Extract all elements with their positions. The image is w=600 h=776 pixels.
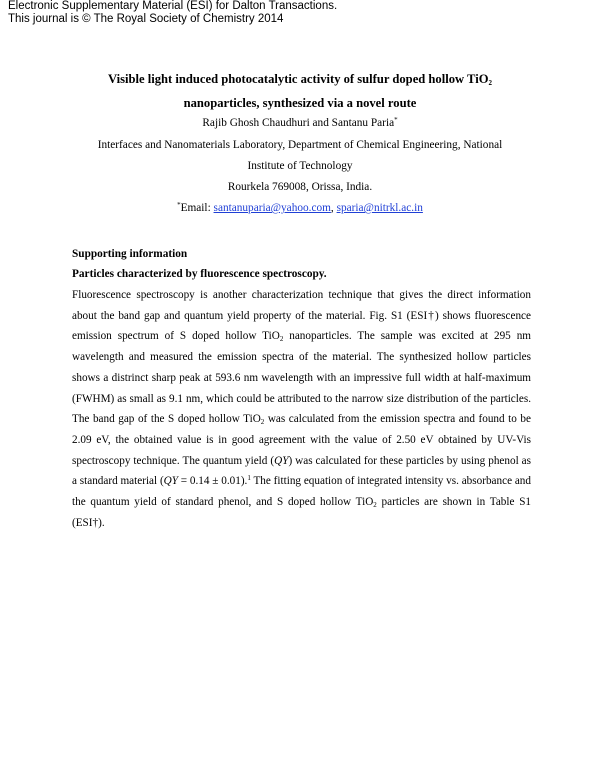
email-mark: * <box>177 201 181 209</box>
para-seg-1: Fluorescence spectroscopy is another characterization technique that gives the direct information about the band gap and quantum yield property of the material. Fig. S1 (ESI†) shows fluorescence emission spectrum of S doped hollow TiO <box>72 289 531 343</box>
para-seg-4: ) was calculated for these particles by using phenol as a standard material ( <box>72 454 531 488</box>
para-seg-7: particles are shown in Table S1 (ESI†). <box>72 496 532 529</box>
paper-title-line1 <box>70 67 530 91</box>
email-label: Email: <box>180 202 214 214</box>
affiliation-line2: Institute of Technology <box>247 160 353 172</box>
email-line <box>60 201 540 215</box>
corresponding-mark: * <box>394 116 398 124</box>
para-seg-2: nanoparticles. The sample was excited at 295 nm wavelength and measured the emission spectra of the material. The synthesized hollow particles shows a distrinct sharp peak at 593.6 nm wavelength with an impressive full width at half-maximum (FWHM) as small as 9.1 nm, which could be attributed to the narrow size distribution of the particles. The band gap of the S doped hollow TiO <box>72 330 531 426</box>
authors <box>60 116 540 130</box>
para-seg-6: The fitting equation of integrated intensity vs. absorbance and the quantum yield of standard phenol, and S doped hollow TiO <box>72 475 531 509</box>
para-seg-3: was calculated from the emission spectra and found to be 2.09 eV, the obtained value is in good agreement with the value of 2.50 eV obtained by UV-Vis spectroscopy technique. The quantum yield ( <box>72 413 531 467</box>
body-paragraph <box>72 285 531 533</box>
section-subheading: Particles characterized by fluorescence spectroscopy. <box>72 268 327 280</box>
email-link-yahoo[interactable]: santanuparia@yahoo.com <box>213 202 331 214</box>
email-link-nitrkl[interactable]: sparia@nitrkl.ac.in <box>336 202 423 214</box>
esi-header <box>8 0 337 25</box>
title-text: Visible light induced photocatalytic activity of sulfur doped hollow TiO <box>107 72 489 86</box>
paragraph-text <box>72 285 531 533</box>
title-subscript: 2 <box>488 79 493 87</box>
para-seg-5: = 0.14 ± 0.01). <box>177 475 248 488</box>
para-ref-1: 1 <box>247 474 251 483</box>
email-separator: , <box>330 202 337 214</box>
para-qy-2: QY <box>163 475 178 488</box>
esi-header-line2: This journal is © The Royal Society of Chemistry 2014 <box>8 12 284 25</box>
section-heading: Supporting information <box>72 248 188 260</box>
para-sub-2: 2 <box>260 418 265 427</box>
author-names: Rajib Ghosh Chaudhuri and Santanu Paria <box>202 117 395 129</box>
para-qy-1: QY <box>274 454 289 467</box>
affiliation-address: Rourkela 769008, Orissa, India. <box>227 181 373 193</box>
para-sub-3: 2 <box>373 501 377 510</box>
para-sub-1: 2 <box>279 335 284 344</box>
paper-title-line2: nanoparticles, synthesized via a novel route <box>183 96 417 110</box>
affiliation-line1: Interfaces and Nanomaterials Laboratory, Department of Chemical Engineering, National <box>97 139 503 151</box>
esi-header-line1: Electronic Supplementary Material (ESI) for Dalton Transactions. <box>8 0 338 12</box>
